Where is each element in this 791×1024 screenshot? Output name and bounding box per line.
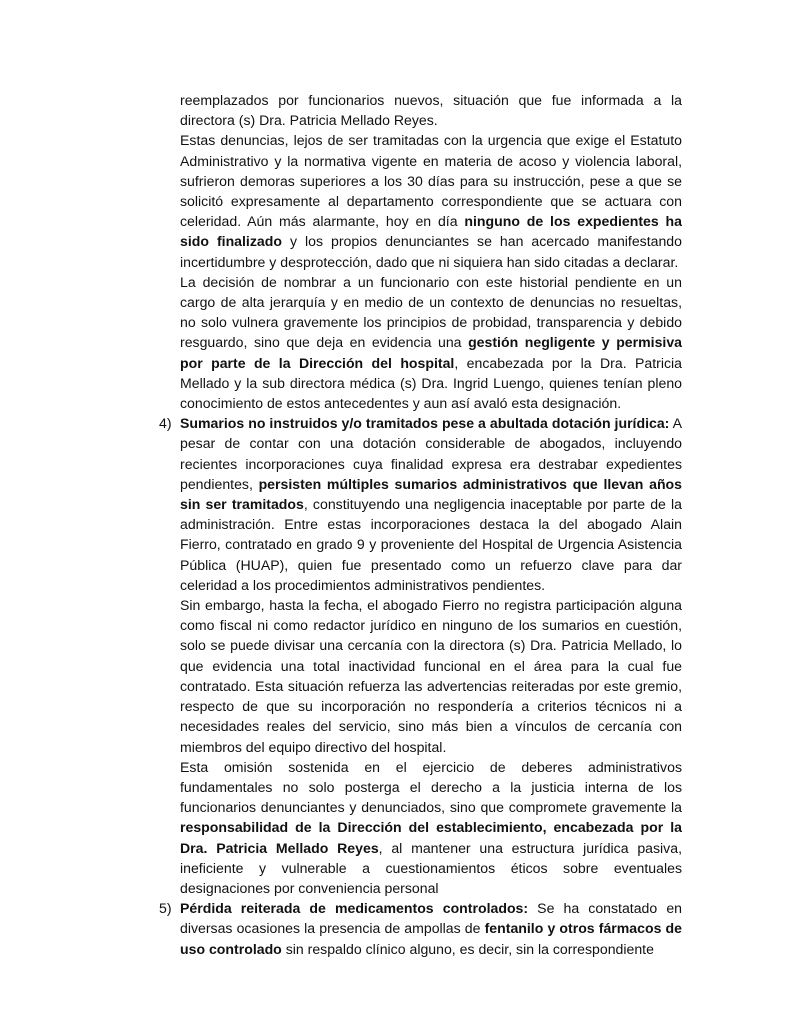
paragraph-denuncias: [180, 130, 682, 271]
text-run: Se ha constatado en diversas ocasiones la presencia de ampollas de: [180, 900, 682, 937]
bold-run: gestión negligente y permisiva por parte de la Dirección del hospital: [180, 334, 683, 371]
text-run: Estas denuncias, lejos de ser tramitadas con la urgencia que exige el Estatuto Administrativo y la normativa vigente en materia de acoso y violencia laboral, sufrieron demoras superiores a los 30 días para su instrucción, pese a que se solicitó expresamente al departamento correspondiente que se actuara con celeridad. Aún más alarmante, hoy en día: [180, 132, 682, 230]
document-body: [159, 90, 683, 959]
list-item-4: [159, 413, 683, 898]
text-run: La decisión de nombrar a un funcionario con este historial pendiente en un cargo de alta jerarquía y en medio de un contexto de denuncias no resueltas, no solo vulnera gravemente los principios de probidad, transparencia y debido resguardo, sino que deja en evidencia una: [180, 273, 682, 351]
text-run: A pesar de contar con una dotación considerable de abogados, incluyendo recientes incorporaciones cuya finalidad expresa era destrabar expedientes pendientes,: [180, 415, 682, 492]
bold-run: ninguno de los expedientes ha sido finalizado: [180, 213, 682, 250]
bold-run: persisten múltiples sumarios administrativos que llevan años sin ser tramitados: [180, 475, 683, 513]
text-run: , constituyendo una negligencia inaceptable por parte de la administración. Entre estas incorporaciones destaca la del abogado Alain Fierro, contratado en grado 9 y proveniente del Hospital de Urgencia Asistencia Pública (HUAP), quien fue presentado como un refuerzo clave para dar celeridad a los procedimientos administrativos pendientes.: [180, 496, 682, 593]
bold-run: responsabilidad de la Dirección del establecimiento, encabezada por la Dra. Patricia Mellado Reyes: [180, 819, 682, 856]
paragraph-medicamentos: [180, 898, 682, 959]
paragraph-omision: [180, 757, 682, 898]
paragraph-decision: [180, 272, 682, 413]
bold-run: fentanilo y otros fármacos de uso controlado: [180, 920, 682, 957]
list-item-5: [159, 898, 682, 959]
paragraph-fierro: Sin embargo, hasta la fecha, el abogado Fierro no registra participación alguna como fiscal ni como redactor jurídico en ninguno de los sumarios en cuestión, solo se puede divisar una cercanía con la directora (s) Dra. Patricia Mellado, lo que evidencia una total inactividad funcional en el área para la cual fue contratado. Esta situación refuerza las advertencias reiteradas por este gremio, respecto de que su incorporación no respondería a criterios técnicos ni a necesidades reales del servicio, sino más bien a vínculos de cercanía con miembros del equipo directivo del hospital.: [180, 597, 682, 755]
list-heading: Pérdida reiterada de medicamentos controlados:: [180, 900, 529, 917]
text-run: , encabezada por la Dra. Patricia Mellado y la sub directora médica (s) Dra. Ingrid Luengo, quienes tenían pleno conocimiento de estos antecedentes y aun así avaló esta designación.: [180, 354, 682, 412]
text-run: , al mantener una estructura jurídica pasiva, ineficiente y vulnerable a cuestionamientos éticos sobre eventuales designaciones por conveniencia personal: [180, 839, 682, 896]
list-heading: Sumarios no instruidos y/o tramitados pese a abultada dotación jurídica:: [180, 415, 670, 432]
paragraph-sumarios: [180, 413, 682, 595]
paragraph-continuation: reemplazados por funcionarios nuevos, situación que fue informada a la directora (s) Dra. Patricia Mellado Reyes.: [180, 92, 682, 129]
text-run: y los propios denunciantes se han acercado manifestando incertidumbre y desprotección, dado que ni siquiera han sido citadas a declarar.: [180, 233, 682, 270]
text-run: sin respaldo clínico alguno, es decir, sin la correspondiente: [281, 940, 654, 957]
text-run: Esta omisión sostenida en el ejercicio de deberes administrativos fundamentales no solo posterga el derecho a la justicia interna de los funcionarios denunciantes y denunciados, sino que compromete gravemente la: [180, 758, 682, 816]
list-number: 5): [159, 900, 172, 917]
list-number: 4): [159, 415, 172, 432]
